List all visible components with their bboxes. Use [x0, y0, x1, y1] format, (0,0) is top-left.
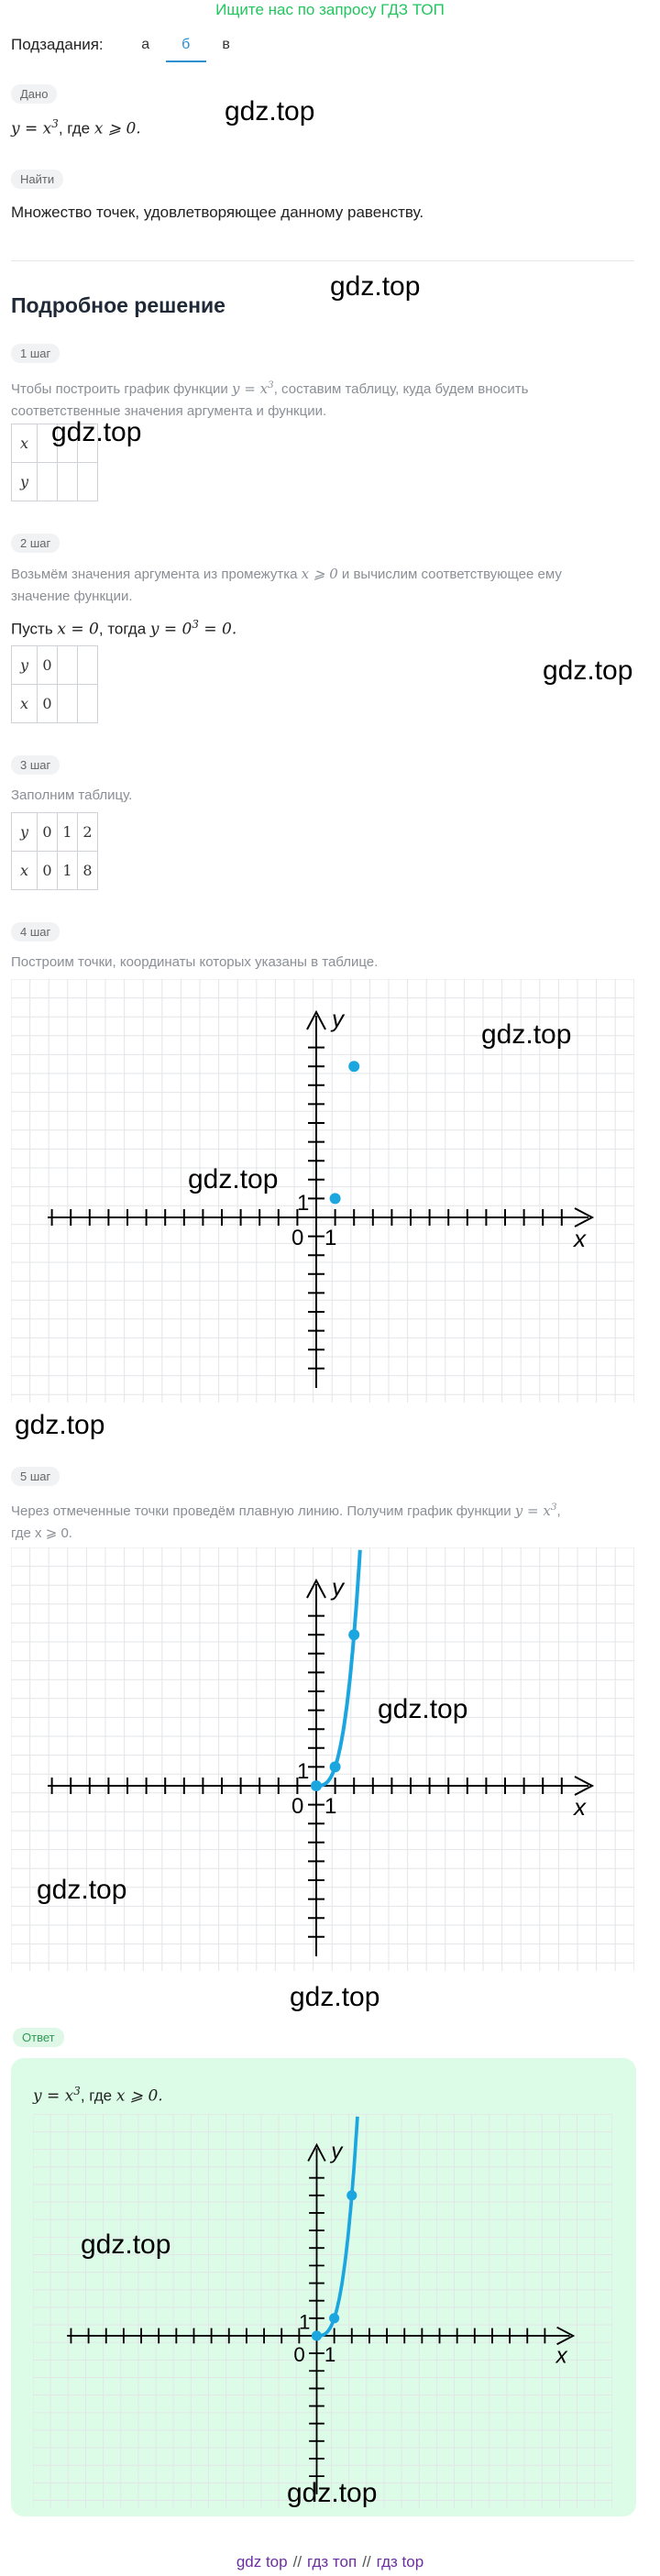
answer-chip: Ответ — [13, 2028, 64, 2047]
answer-graph — [33, 2114, 612, 2508]
watermark: gdz.top — [51, 417, 142, 447]
step1-chip: 1 шаг — [11, 344, 60, 363]
step5-chip: 5 шаг — [11, 1467, 60, 1486]
tab-v[interactable]: в — [222, 37, 230, 52]
origin-label: 0 — [293, 2342, 305, 2366]
subtasks-bar — [11, 28, 649, 62]
x-axis-label: x — [574, 1225, 586, 1252]
footer-link[interactable]: гдз топ — [307, 2553, 358, 2570]
watermark: gdz.top — [81, 2229, 171, 2260]
find-text: Множество точек, удовлетворяющее данному равенству. — [11, 204, 424, 221]
y-axis-label: y — [331, 2139, 343, 2164]
watermark: gdz.top — [188, 1164, 279, 1194]
watermark: gdz.top — [543, 655, 633, 686]
step5-text: Через отмеченные точки проведём плавную линию. Получим график функции $y = x^3$, где x ⩾ 0. — [11, 1502, 561, 1541]
y-axis-label: y — [332, 1005, 344, 1032]
step4-chip: 4 шаг — [11, 922, 60, 941]
step2-chip: 2 шаг — [11, 534, 60, 553]
tab-b[interactable]: б — [166, 28, 206, 62]
data-point — [312, 2330, 322, 2340]
y-axis-label: y — [332, 1573, 344, 1601]
tick-label-y-1: 1 — [297, 1191, 310, 1216]
footer-links — [0, 2553, 660, 2571]
step3-chip: 3 шаг — [11, 755, 60, 775]
graph-curve — [11, 1547, 634, 1971]
tick-label-x-1: 1 — [324, 1794, 337, 1819]
step3-text: Заполним таблицу. — [11, 787, 133, 803]
data-point — [348, 1629, 359, 1640]
data-point — [311, 1780, 322, 1791]
step4-text: Построим точки, координаты которых указаны в таблице. — [11, 954, 379, 970]
step2-table: y 0 x 0 — [11, 645, 98, 723]
step1-text: Чтобы построить график функции $y = x^3$, составим таблицу, куда будем вносить соответственные значения аргумента и функции. — [11, 380, 529, 419]
tick-label-x-1: 1 — [324, 2342, 336, 2366]
footer-separator: // — [292, 2553, 302, 2570]
data-point — [348, 1061, 359, 1072]
watermark: gdz.top — [290, 1982, 380, 2012]
watermark: gdz.top — [378, 1694, 468, 1724]
x-axis-label: x — [556, 2343, 567, 2369]
solution-title: Подробное решение — [11, 293, 226, 317]
watermark: gdz.top — [15, 1410, 105, 1440]
subtasks-label: Подзадания: — [11, 36, 104, 53]
watermark: gdz.top — [225, 96, 315, 127]
tick-label-y-1: 1 — [298, 2310, 311, 2334]
find-chip: Найти — [11, 170, 63, 189]
origin-label: 0 — [292, 1794, 304, 1819]
footer-link[interactable]: gdz top — [236, 2553, 288, 2570]
watermark: gdz.top — [37, 1875, 127, 1905]
watermark: gdz.top — [330, 271, 421, 302]
footer-separator: // — [362, 2553, 371, 2570]
watermark: gdz.top — [481, 1019, 572, 1050]
promo-banner: Ищите нас по запросу ГДЗ ТОП — [215, 1, 445, 18]
data-point — [329, 2313, 339, 2323]
divider — [11, 260, 634, 261]
data-point — [330, 1761, 341, 1772]
given-chip: Дано — [11, 84, 57, 104]
tick-label-y-1: 1 — [297, 1759, 310, 1784]
answer-formula: $y = x^3$, где x ⩾ 0. — [33, 2085, 163, 2106]
step3-table: y 0 1 2 x 0 1 8 — [11, 812, 98, 890]
given-formula: $y = x^3$, где x ⩾ 0. — [11, 117, 141, 138]
tab-a[interactable]: а — [141, 37, 150, 52]
data-point — [330, 1193, 341, 1204]
x-axis-label: x — [574, 1793, 586, 1821]
tick-label-x-1: 1 — [324, 1226, 337, 1250]
watermark: gdz.top — [287, 2478, 378, 2508]
step2-text: Возьмём значения аргумента из промежутка x ⩾ 0 и вычислим соответствующее ему значение функции. — [11, 566, 562, 604]
step2-let: Пусть x = 0, тогда $y = 0^3 = 0$. — [11, 618, 237, 639]
step1-table: x y — [11, 424, 98, 501]
origin-label: 0 — [292, 1226, 304, 1250]
data-point — [346, 2190, 357, 2200]
footer-link[interactable]: гдз top — [376, 2553, 424, 2570]
